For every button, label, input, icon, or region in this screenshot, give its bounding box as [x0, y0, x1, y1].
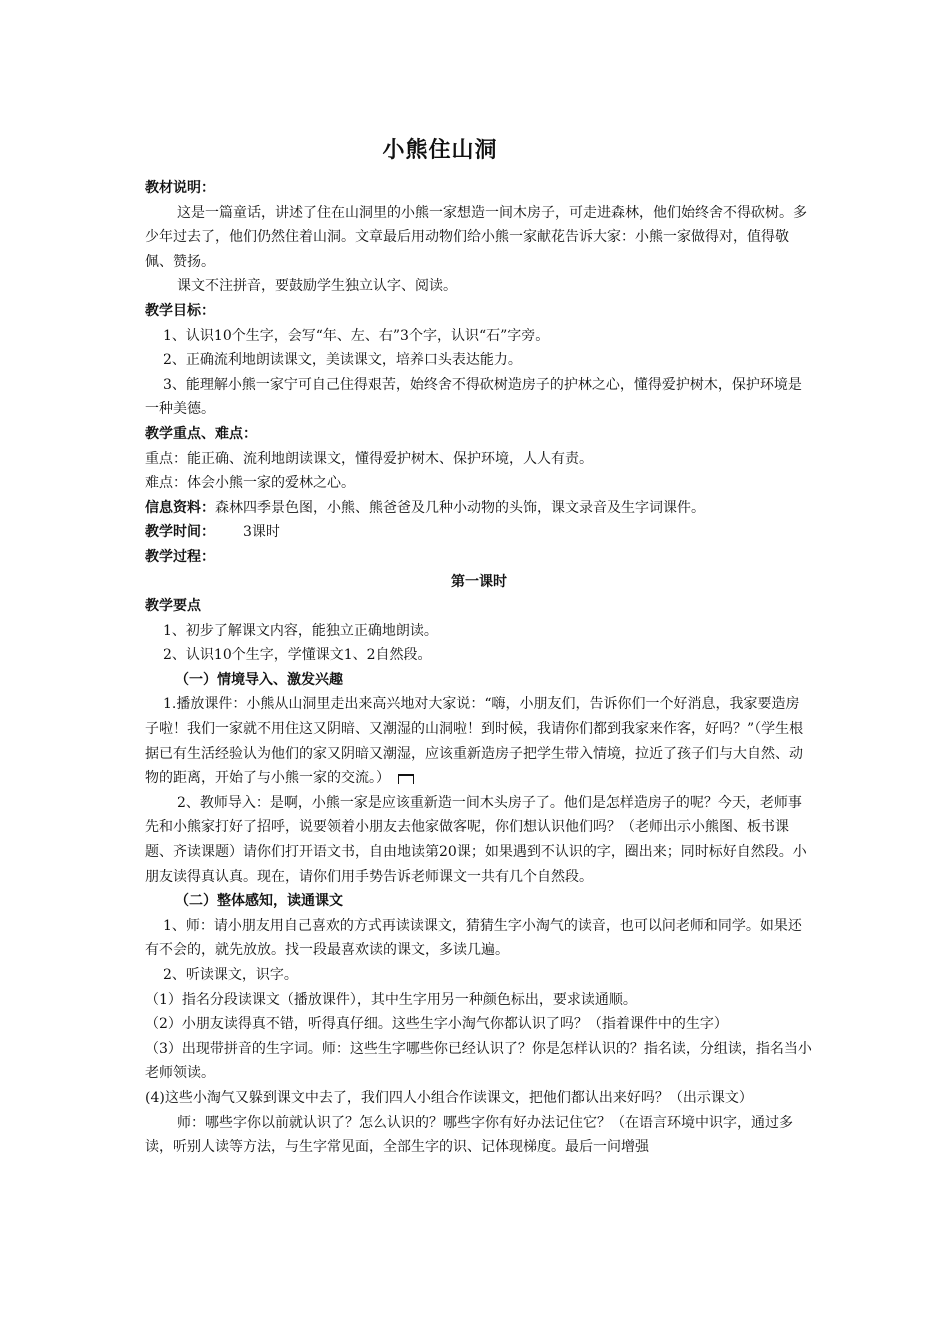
section-paragraph: 1、师：请小朋友用自己喜欢的方式再读读课文，猜猜生字小淘气的读音，也可以问老师和同学。如果还有不会的，就先放放。找一段最喜欢读的课文，多读几遍。	[145, 917, 802, 959]
document-body	[145, 176, 813, 1160]
key-point: 重点：能正确、流利地朗读课文，懂得爱护树木、保护环境，人人有责。	[145, 450, 593, 467]
materials-paragraph: 这是一篇童话，讲述了住在山洞里的小熊一家想造一间木房子，可走进森林，他们始终舍不得砍树。多少年过去了，他们仍然住着山洞。文章最后用动物们给小熊一家献花告诉大家：小熊一家做得对，值得敬佩、赞扬。	[145, 204, 807, 270]
section-paragraph: 2、听读课文，识字。	[163, 967, 298, 983]
lesson-points-heading: 教学要点	[145, 598, 201, 615]
section-heading: （二）整体感知，读通课文	[175, 893, 343, 910]
sub-item: (4)这些小淘气又躲到课文中去了，我们四人小组合作读课文，把他们都认出来好吗？（出示课文）	[145, 1089, 753, 1106]
goals-heading: 教学目标：	[145, 302, 215, 319]
time-value: 3课时	[243, 524, 280, 541]
info-line	[145, 496, 813, 521]
goal-item: 3、能理解小熊一家宁可自己住得艰苦，始终舍不得砍树造房子的护林之心，懂得爱护树木，保护环境是一种美德。	[145, 376, 802, 418]
sub-item: （1）指名分段读课文（播放课件），其中生字用另一种颜色标出，要求读通顺。	[145, 991, 637, 1008]
materials-paragraph: 课文不注拼音，要鼓励学生独立认字、阅读。	[177, 278, 457, 295]
section-paragraph: 2、教师导入：是啊，小熊一家是应该重新造一间木头房子了。他们是怎样造房子的呢？今天，老师事先和小熊家打好了招呼，说要领着小朋友去他家做客呢，你们想认识他们吗？（老师出示小熊图、板书课题、齐读课题）请你们打开语文书，自由地读第20课；如果遇到不认识的字，圈出来；同时标好自然段。小朋友读得真认真。现在，请你们用手势告诉老师课文一共有几个自然段。	[145, 794, 807, 885]
section-paragraph-text: 1.播放课件：小熊从山洞里走出来高兴地对大家说：“嗨，小朋友们，告诉你们一个好消息，我家要造房子啦！我们一家就不用住这又阴暗、又潮湿的山洞啦！到时候，我请你们都到我家来作客，好吗？”（学生根据已有生活经验认为他们的家又阴暗又潮湿，应该重新造房子把学生带入情境，拉近了孩子们与大自然、动物的距离，开始了与小熊一家的交流。）	[145, 696, 804, 787]
editor-mark-icon	[398, 774, 414, 784]
sub-item: （3）出现带拼音的生字词。师：这些生字哪些你已经认识了？你是怎样认识的？指名读，分组读，指名当小老师领读。	[145, 1040, 812, 1082]
key-points-heading: 教学重点、难点：	[145, 425, 257, 442]
time-label: 教学时间：	[145, 524, 215, 541]
process-heading: 教学过程：	[145, 548, 215, 565]
lesson-title: 第一课时	[451, 573, 507, 590]
goal-item: 2、正确流利地朗读课文，美读课文，培养口头表达能力。	[163, 352, 522, 369]
difficult-point: 难点：体会小熊一家的爱林之心。	[145, 475, 355, 492]
materials-heading: 教材说明：	[145, 180, 215, 196]
time-line	[145, 520, 813, 545]
goal-item: 1、认识10个生字，会写“年、左、右”3个字，认识“石”字旁。	[163, 327, 550, 344]
info-label: 信息资料：	[145, 499, 215, 516]
info-text: 森林四季景色图，小熊、熊爸爸及几种小动物的头饰，课文录音及生字词课件。	[215, 499, 705, 516]
page-title: 小熊住山洞	[382, 138, 498, 163]
section-heading: （一）情境导入、激发兴趣	[175, 671, 343, 688]
lesson-point: 1、初步了解课文内容，能独立正确地朗读。	[163, 622, 438, 639]
lesson-point: 2、认识10个生字，学懂课文1、2自然段。	[163, 647, 432, 664]
section-paragraph: 师：哪些字你以前就认识了？怎么认识的？哪些字你有好办法记住它？（在语言环境中识字，通过多读，听别人读等方法，与生字常见面，全部生字的识、记体现梯度。最后一问增强	[145, 1114, 793, 1156]
sub-item: （2）小朋友读得真不错，听得真仔细。这些生字小淘气你都认识了吗？（指着课件中的生字）	[145, 1016, 728, 1033]
section-paragraph	[145, 692, 813, 790]
